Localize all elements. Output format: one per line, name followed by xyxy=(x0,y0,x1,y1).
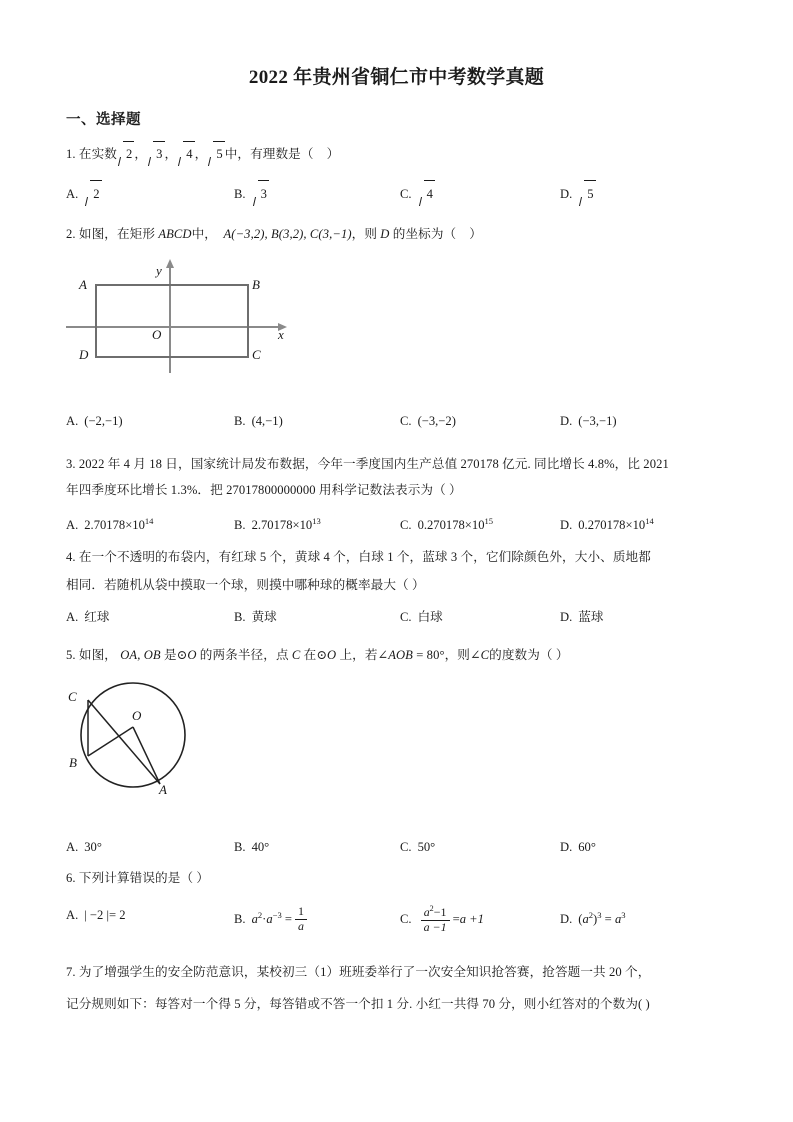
times-power-icon: ×10 xyxy=(125,518,145,533)
q6-b-equals: = xyxy=(284,912,292,927)
q3-option-c[interactable]: C. $0.270178\times 10^{15}$ xyxy=(400,516,494,533)
question-5-options xyxy=(66,834,736,860)
q2-coords: A(−3,2), B(3,2), C(3,−1) xyxy=(223,227,352,241)
q4-option-b[interactable]: B. 黄球 xyxy=(234,610,277,624)
question-6-options xyxy=(66,903,736,945)
center-label-o: O xyxy=(132,708,142,723)
q6-option-b[interactable]: B. $a^2\cdot a^{-3}$ = $\frac{1}{a}$ xyxy=(234,905,310,935)
vertex-label-c: C xyxy=(252,347,261,362)
sqrt-icon: 2 xyxy=(84,180,101,207)
q4-option-b-text: 黄球 xyxy=(251,610,277,624)
y-axis-arrow xyxy=(166,259,174,268)
q6-b-fraction xyxy=(295,905,307,934)
vertex-label-a: A xyxy=(79,277,87,292)
q6-c-rhs: a +1 xyxy=(459,912,484,927)
q6-d-equals: = xyxy=(604,912,612,927)
q6-c-num-base: a xyxy=(423,904,430,919)
q6-b-exp1: 2 xyxy=(257,910,263,920)
sqrt-icon: 3 xyxy=(252,180,269,207)
question-1-stem: 1. 在实数 2 ， 3 ， 4 ， 5 中，有理数是（ ） xyxy=(66,141,731,167)
q6-b-dot: · xyxy=(262,912,267,927)
page-title: 2022 年贵州省铜仁市中考数学真题 xyxy=(248,67,545,88)
question-1-options xyxy=(66,180,736,206)
sqrt-icon: 5 xyxy=(578,180,595,207)
q5-option-b[interactable]: B. 40° xyxy=(234,840,270,854)
circle-inscribed-angle-figure xyxy=(62,672,222,804)
q6-d-inner-exp: 2 xyxy=(588,910,594,920)
times-power-icon: ×10 xyxy=(625,518,646,533)
q3-option-a[interactable]: A. $2.70178\times 10^{14}$ xyxy=(66,516,154,533)
question-4-stem-line2: 相同．若随机从袋中摸取一个球，则摸中哪种球的概率最大（ ） xyxy=(66,578,425,592)
q6-c-num-exp: 2 xyxy=(429,904,434,913)
q6-d-rhs-base: a xyxy=(614,912,622,927)
q3-option-d-exp: 14 xyxy=(645,516,654,526)
q2-option-c-text: (−3,−2) xyxy=(417,414,456,428)
point-label-a: A xyxy=(159,782,167,797)
x-axis-label: x xyxy=(278,327,284,342)
q6-option-d[interactable]: D. $(a^2)^3 = a^3$ xyxy=(560,905,626,929)
question-3-options xyxy=(66,508,736,534)
question-7-stem-line2: 记分规则如下：每答对一个得 5 分，每答错或不答一个扣 1 分. 小红一共得 70 分，则小红答对的个数为( ) xyxy=(66,997,650,1011)
times-power-icon: ×10 xyxy=(464,518,485,533)
q5-stem-part6: = 80°，则∠ xyxy=(416,648,481,662)
q2-stem-part2: 中， xyxy=(191,227,217,241)
q6-c-den: a −1 xyxy=(421,920,450,935)
q1-stem-prefix: 1. 在实数 xyxy=(66,147,117,161)
q5-stem-part4: 在⊙ xyxy=(303,648,327,662)
q4-option-c[interactable]: C. 白球 xyxy=(400,610,443,624)
q2-stem-part1: 2. 如图，在矩形 xyxy=(66,227,156,241)
q5-stem-part1: 5. 如图， xyxy=(66,648,117,662)
question-3-stem-line2: 年四季度环比增长 1.3%．把 27017800000000 用科学记数法表示为（ ） xyxy=(66,483,462,497)
q2-option-a-text: (−2,−1) xyxy=(84,414,123,428)
segment-ob xyxy=(88,727,133,756)
q4-option-a[interactable]: A. 红球 xyxy=(66,610,110,624)
q2-stem-suffix: ） xyxy=(469,227,482,241)
q1-option-b[interactable]: B. 3 xyxy=(234,180,269,207)
q5-stem-part5: 上，若∠ xyxy=(339,648,389,662)
point-label-b: B xyxy=(69,755,77,770)
q3-option-d[interactable]: D. $0.270178\times 10^{14}$ xyxy=(560,516,654,533)
question-4-stem-line1: 4. 在一个不透明的布袋内，有红球 5 个，黄球 4 个，白球 1 个，蓝球 3 个，它们除颜色外，大小、质地都 xyxy=(66,550,651,564)
times-power-icon: ×10 xyxy=(292,518,313,533)
origin-label: O xyxy=(152,327,162,342)
q3-option-c-exp: 15 xyxy=(484,516,494,526)
question-2-options xyxy=(66,408,736,434)
q6-d-rhs-exp: 3 xyxy=(621,910,626,920)
q2-stem-part3: ，则 xyxy=(351,227,378,241)
point-label-c: C xyxy=(68,689,77,704)
q5-option-c-text: 50° xyxy=(417,840,436,854)
q3-option-d-mantissa: 0.270178 xyxy=(578,518,626,533)
q1-option-c[interactable]: C. 4 xyxy=(400,180,435,207)
sqrt-3-icon: 3 xyxy=(147,141,164,167)
question-2-stem xyxy=(66,222,731,247)
q5-option-b-text: 40° xyxy=(251,840,270,854)
q1-stem-suffix: ） xyxy=(326,147,340,161)
sqrt-2-icon: 2 xyxy=(117,141,134,167)
q3-option-b-mantissa: 2.70178 xyxy=(251,518,293,533)
sqrt-icon: 4 xyxy=(418,180,435,207)
q6-option-a[interactable]: A. | −2 |= 2 xyxy=(66,908,126,922)
q6-d-paren-group: $(a^2)$ xyxy=(578,910,598,927)
circle-inscribed-angle-svg xyxy=(62,672,222,804)
q2-var-d: D xyxy=(380,227,390,241)
q6-b-base1: a xyxy=(251,912,258,927)
q6-c-fraction xyxy=(421,904,450,934)
q4-option-a-text: 红球 xyxy=(84,610,110,624)
q5-radii: OA, OB xyxy=(120,648,161,662)
q5-angle-c: C xyxy=(480,648,490,662)
q5-stem-part2: 是⊙ xyxy=(163,648,188,662)
q6-option-a-text: | −2 |= 2 xyxy=(84,908,126,922)
q5-circle-o: O xyxy=(187,648,197,662)
q6-c-num xyxy=(421,904,450,920)
q2-option-b-text: (4,−1) xyxy=(251,414,283,428)
y-axis-label: y xyxy=(156,263,162,278)
q3-option-b[interactable]: B. $2.70178\times 10^{13}$ xyxy=(234,516,321,533)
q6-b-den: a xyxy=(295,919,307,934)
rectangle-coordinate-svg xyxy=(66,255,296,375)
q5-option-c[interactable]: C. 50° xyxy=(400,840,436,854)
q5-option-d-text: 60° xyxy=(578,840,596,854)
rectangle-abcd xyxy=(96,285,248,357)
q3-option-c-mantissa: 0.270178 xyxy=(417,518,465,533)
q6-d-inner-base: a xyxy=(582,912,589,927)
q5-stem-part7: 的度数为（ ） xyxy=(489,648,569,662)
q6-c-num-rest: −1 xyxy=(433,904,447,919)
circle-outline xyxy=(81,683,185,787)
question-5-stem xyxy=(66,643,738,668)
q5-stem-part3: 的两条半径，点 xyxy=(199,648,289,662)
sqrt-4-icon: 4 xyxy=(177,141,194,167)
segment-ca xyxy=(88,700,160,784)
section-heading-choice: 一、选择题 xyxy=(66,112,141,128)
q4-option-c-text: 白球 xyxy=(417,610,443,624)
q1-option-d[interactable]: D. 5 xyxy=(560,180,596,207)
q1-stem-middle: 中，有理数是（ xyxy=(224,147,314,161)
question-3-stem-line1: 3. 2022 年 4 月 18 日，国家统计局发布数据，今年一季度国内生产总值 270178 亿元. 同比增长 4.8%，比 2021 xyxy=(66,457,669,471)
q6-b-num: 1 xyxy=(298,904,304,919)
q6-option-c[interactable]: C. $\frac{a^2-1}{a -1}$ =a +1 xyxy=(400,904,484,934)
q5-option-a[interactable]: A. 30° xyxy=(66,840,102,854)
question-7-stem-line1: 7. 为了增强学生的安全防范意识，某校初三（1）班班委举行了一次安全知识抢答赛，抢答题一共 20 个， xyxy=(66,965,651,979)
rectangle-coordinate-figure xyxy=(66,255,296,375)
q3-option-b-exp: 13 xyxy=(312,516,321,526)
segment-oa xyxy=(133,727,160,784)
q5-circle-o2: O xyxy=(327,648,337,662)
q1-option-a[interactable]: A. 2 xyxy=(66,180,102,207)
q3-option-a-mantissa: 2.70178 xyxy=(84,518,126,533)
q4-option-d-text: 蓝球 xyxy=(578,610,604,624)
q5-point-c: C xyxy=(291,648,301,662)
q5-angle-aob: AOB xyxy=(388,648,413,662)
q2-option-d[interactable]: D. (−3,−1) xyxy=(560,414,617,428)
sqrt-5-icon: 5 xyxy=(207,141,224,167)
vertex-label-b: B xyxy=(252,277,260,292)
q2-option-c[interactable]: C. (−3,−2) xyxy=(400,414,456,428)
question-4-options xyxy=(66,604,736,630)
question-6-stem: 6. 下列计算错误的是（ ） xyxy=(66,871,210,885)
vertex-label-d: D xyxy=(79,347,89,362)
q2-option-d-text: (−3,−1) xyxy=(578,414,617,428)
q3-option-a-exp: 14 xyxy=(144,516,154,526)
q2-option-a[interactable]: A. (−2,−1) xyxy=(66,414,123,428)
q2-stem-part4: 的坐标为（ xyxy=(392,227,457,241)
q2-rect-name: ABCD xyxy=(158,227,192,241)
q4-option-d[interactable]: D. 蓝球 xyxy=(560,610,604,624)
q5-option-d[interactable]: D. 60° xyxy=(560,840,596,854)
q6-b-exp2: −3 xyxy=(272,910,282,920)
q2-option-b[interactable]: B. (4,−1) xyxy=(234,414,283,428)
q6-c-equals: = xyxy=(452,912,460,927)
q5-option-a-text: 30° xyxy=(84,840,102,854)
q6-b-base2: a xyxy=(266,912,273,927)
q6-d-outer-exp: 3 xyxy=(597,910,602,920)
